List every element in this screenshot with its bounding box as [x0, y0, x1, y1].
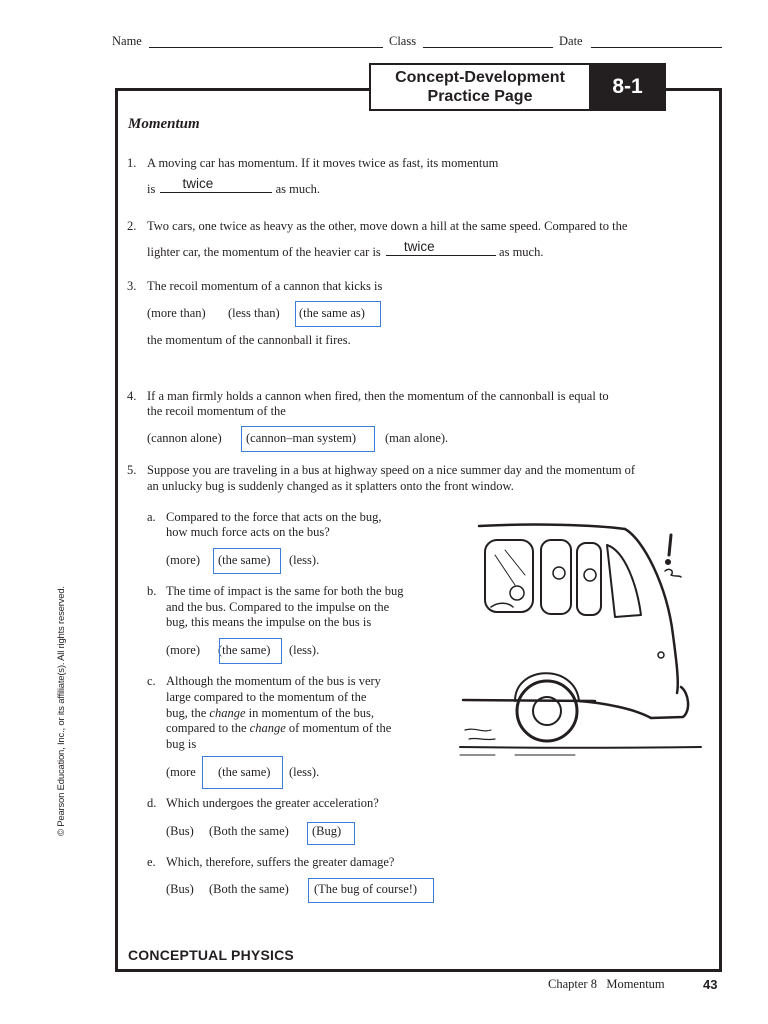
- q5c-text-4: [166, 721, 391, 736]
- q3-option-less-than[interactable]: (less than): [228, 306, 280, 320]
- q5a-option-same[interactable]: (the same): [218, 553, 271, 567]
- q3-text: The recoil momentum of a cannon that kicks is: [147, 279, 383, 293]
- q5a-option-less[interactable]: (less).: [289, 553, 320, 567]
- q5b-text-3: bug, this means the impulse on the bus is: [166, 615, 372, 629]
- class-label: Class: [389, 34, 417, 48]
- q5a-text-1: Compared to the force that acts on the bug,: [166, 510, 382, 524]
- q5b-text-1: The time of impact is the same for both the bug: [166, 584, 404, 598]
- chapter-number: Chapter 8: [548, 977, 597, 991]
- q3-answer-box: [295, 301, 381, 327]
- date-field[interactable]: [591, 47, 722, 48]
- q5b-text-2: and the bus. Compared to the impulse on the: [166, 600, 390, 614]
- q5c-option-same[interactable]: (the same): [218, 765, 271, 779]
- q5c-line3-em: change: [209, 706, 246, 720]
- q5e-letter: e.: [147, 855, 156, 869]
- q5e-option-bug-of-course[interactable]: (The bug of course!): [314, 882, 418, 896]
- q1-post: as much.: [275, 182, 321, 196]
- name-label: Name: [112, 34, 142, 48]
- q5e-answer-box: [308, 878, 434, 903]
- q5b-option-more[interactable]: (more): [166, 643, 201, 657]
- q1-number: 1.: [127, 156, 137, 170]
- q5c-text-5: bug is: [166, 737, 197, 751]
- q4-text-2: the recoil momentum of the: [147, 404, 286, 418]
- q2-answer: twice: [403, 239, 435, 254]
- q5a-option-more[interactable]: (more): [166, 553, 201, 567]
- q5d-option-bus[interactable]: (Bus): [166, 824, 194, 838]
- q4-option-cannon-alone[interactable]: (cannon alone): [147, 431, 222, 445]
- q5d-option-bug[interactable]: (Bug): [312, 824, 342, 838]
- q2-text: Two cars, one twice as heavy as the other, move down a hill at the same speed. Compared to the: [147, 219, 628, 233]
- q4-answer-box: [241, 426, 375, 452]
- q5e-text: Which, therefore, suffers the greater damage?: [166, 855, 395, 869]
- student-info-row: [112, 34, 722, 52]
- q1-text: A moving car has momentum. If it moves twice as fast, its momentum: [147, 156, 499, 170]
- q5a-answer-box: [213, 548, 281, 574]
- q5c-answer-box: [202, 756, 283, 789]
- q5-text-2: an unlucky bug is suddenly changed as it splatters onto the front window.: [147, 479, 514, 493]
- chapter-title: Momentum: [606, 977, 665, 991]
- q5d-text: Which undergoes the greater acceleration?: [166, 796, 379, 810]
- q4-text-1: If a man firmly holds a cannon when fired, then the momentum of the cannonball is equal to: [147, 389, 609, 403]
- q5c-option-less[interactable]: (less).: [289, 765, 320, 779]
- title-line-1: Concept-Development: [395, 69, 565, 86]
- q5b-option-less[interactable]: (less).: [289, 643, 320, 657]
- q5d-answer-box: [307, 822, 355, 845]
- q5b-answer-box: [219, 638, 282, 664]
- q5-number: 5.: [127, 463, 137, 477]
- q5e-option-bus[interactable]: (Bus): [166, 882, 194, 896]
- q5c-line4-em: change: [249, 721, 286, 735]
- q2-number: 2.: [127, 219, 137, 233]
- date-label: Date: [559, 34, 583, 48]
- q5d-letter: d.: [147, 796, 157, 810]
- q1-blank[interactable]: [160, 176, 272, 193]
- q2-post: as much.: [499, 245, 544, 259]
- title-line-2: Practice Page: [427, 88, 533, 105]
- q5c-line3-pre: bug, the: [166, 706, 207, 720]
- q5b-option-same[interactable]: (the same): [218, 643, 271, 657]
- q2-answer-line: [147, 239, 544, 260]
- q5a-letter: a.: [147, 510, 156, 524]
- section-title: Momentum: [128, 116, 200, 132]
- q3-option-more-than[interactable]: (more than): [147, 306, 206, 320]
- q5c-text-2: large compared to the momentum of the: [166, 690, 367, 704]
- q5d-option-both-same[interactable]: (Both the same): [209, 824, 289, 838]
- q3-option-same-as[interactable]: (the same as): [299, 306, 365, 320]
- page-number: 43: [703, 977, 718, 992]
- chapter-info: [548, 977, 665, 992]
- name-field[interactable]: [149, 47, 383, 48]
- q5b-letter: b.: [147, 584, 157, 598]
- q4-option-cannon-man-system[interactable]: (cannon–man system): [246, 431, 357, 445]
- q2-pre: lighter car, the momentum of the heavier car is: [147, 245, 381, 259]
- q5-text-1: Suppose you are traveling in a bus at highway speed on a nice summer day and the momentum of: [147, 463, 636, 477]
- q5c-line4-post: of momentum of the: [288, 721, 392, 735]
- copyright-notice: © Pearson Education, Inc., or its affiliate(s). All rights reserved.: [56, 586, 67, 836]
- bus-with-splattered-bug-icon: [455, 515, 705, 770]
- q5c-text-3: [166, 706, 374, 721]
- q5c-line4-pre: compared to the: [166, 721, 247, 735]
- section-number-badge: 8-1: [589, 63, 666, 111]
- q5c-line3-post: in momentum of the bus,: [248, 706, 374, 720]
- q4-number: 4.: [127, 389, 137, 403]
- q5a-text-2: how much force acts on the bus?: [166, 525, 330, 539]
- book-title: CONCEPTUAL PHYSICS: [128, 947, 294, 963]
- q5e-option-both-same[interactable]: (Both the same): [209, 882, 289, 896]
- q5c-letter: c.: [147, 674, 156, 688]
- q1-answer: twice: [182, 176, 214, 191]
- q5c-option-more[interactable]: (more: [166, 765, 196, 779]
- class-field[interactable]: [423, 47, 553, 48]
- q5c-text-1: Although the momentum of the bus is very: [166, 674, 381, 688]
- page-title: [369, 63, 591, 111]
- q3-number: 3.: [127, 279, 137, 293]
- q1-pre: is: [147, 182, 156, 196]
- q4-option-man-alone[interactable]: (man alone).: [385, 431, 449, 445]
- q3-text-end: the momentum of the cannonball it fires.: [147, 333, 351, 347]
- q2-blank[interactable]: [386, 239, 496, 256]
- q1-answer-line: [147, 176, 321, 197]
